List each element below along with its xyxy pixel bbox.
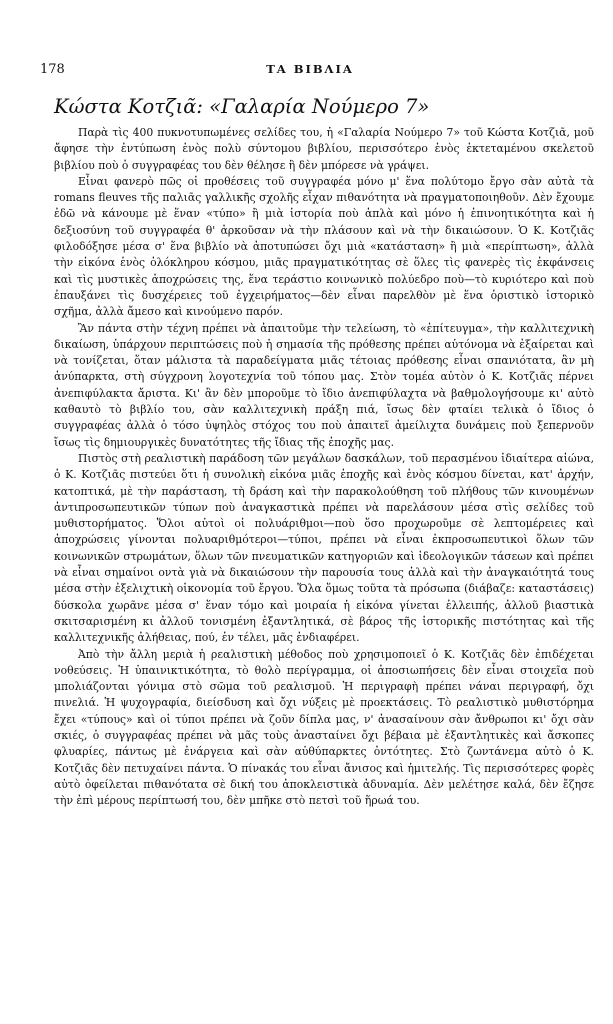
paragraph: Παρὰ τὶς 400 πυκνοτυπωμένες σελίδες του, ἡ «Γαλαρία Νούμερο 7» τοῦ Κώστα Κοτζιᾶ, μοῦ ἄφησε τὴν ἐντύπωση ἑνὸς πολὺ σύντομου βιβλίου, περισσότερο ἑνὸς ἐκτεταμένου σκελετοῦ βιβλίου ποὺ ὁ συγγραφέας του δὲν θέλησε ἢ δὲν μπόρεσε νὰ γράψει.: [54, 126, 594, 172]
paragraph: Εἶναι φανερὸ πῶς οἱ προθέσεις τοῦ συγγραφέα μόνο μ' ἕνα πολύτομο ἔργο σὰν αὐτὰ τὰ romans fleuves τῆς παλιᾶς γαλλικῆς σχολῆς εἶχαν πιθανότητα νὰ πραγματοποιηθοῦν. Δὲν ἔχουμε ἐδῶ νὰ κάνουμε μὲ ἕναν «τύπο» ἢ μιὰ ἱστορία ποὺ ἁπλὰ καὶ μόνο ἡ ἐπινοητικότητα καὶ ἡ δεξιοσύνη τοῦ συγγραφέα θ' ἀρκοῦσαν νὰ τὴν πλάσουν καὶ νὰ τὴν δικαιώσουν. Ὁ Κ. Κοτζιᾶς φιλοδόξησε μέσα σ' ἕνα βιβλίο νὰ ἀποτυπώσει ὄχι μιὰ «κατάσταση» ἢ μιὰ «περίπτωση», ἀλλὰ τὴν εἰκόνα ἑνὸς ὁλόκληρου κόσμου, μιᾶς πραγματικότητας σὲ ὅλες τὶς φανερὲς τὶς ἐκφάνσεις καὶ τὶς μυστικὲς ἀποχρώσεις της, ἕνα τεράστιο κοινωνικὸ πολύεδρο ποὺ—τὸ κυριότερο καὶ ποὺ ἐπαυξάνει τὶς δυσχέρειες τοῦ ἐγχειρήματος—δὲν εἶναι παρελθὸν μὲ ἕνα ὁριστικὸ ἱστορικὸ σχῆμα, ἀλλὰ ἄμεσο καὶ κινούμενο παρόν.: [54, 174, 594, 319]
paragraph: Ἀπὸ τὴν ἄλλη μεριὰ ἡ ρεαλιστικὴ μέθοδος ποὺ χρησιμοποιεῖ ὁ Κ. Κοτζιᾶς δὲν ἐπιδέχεται νοθεύσεις. Ἡ ὑπαινικτικότητα, τὸ θολὸ περίγραμμα, οἱ ἀποσιωπήσεις δὲν εἶναι στοιχεῖα ποὺ μπολιάζονται γόνιμα στὸ σῶμα τοῦ ρεαλισμοῦ. Ἡ περιγραφὴ πρέπει νάναι περιγραφή, ὄχι πινελιά. Ἡ ψυχογραφία, διείσδυση καὶ ὄχι νύξεις μὲ προεκτάσεις. Τὸ ρεαλιστικὸ μυθιστόρημα ἔχει «τύπους» καὶ οἱ τύποι πρέπει νὰ ζοῦν δίπλα μας, ν' ἀνασαίνουν σὰν ἄνθρωποι κι' ὄχι σὰν σκιές, ὁ συγγραφέας πρέπει νὰ μᾶς τοὺς ἀνασταίνει ὄχι βέβαια μὲ ἐξαντλητικὲς καὶ ἄσκοπες φλυαρίες, πάντως μὲ ἐνάργεια καὶ σὰν αὐθύπαρκτες ὀντότητες. Στὸ ζωντάνεμα αὐτὸ ὁ Κ. Κοτζιᾶς δὲν πετυχαίνει πάντα. Ὁ πίνακάς του εἶναι ἄνισος καὶ ἡμιτελής. Τὶς περισσότερες φορὲς αὐτὸ ὀφείλεται πιθανότατα σὲ δική του ἀποκλειστικὰ ἀδυναμία. Δὲν μελέτησε καλά, δὲν ἔζησε τὴν ἐπὶ μέρους περίπτωσή του, δὲν μπῆκε στὸ πετσὶ τοῦ ἥρωά του.: [54, 647, 594, 808]
article-title: Κώστα Κοτζιᾶ: «Γαλαρία Νούμερο 7»: [54, 95, 430, 118]
running-head: ΤΑ ΒΙΒΛΙΑ: [266, 62, 354, 76]
article-body: [54, 125, 594, 809]
paragraph: Πιστὸς στὴ ρεαλιστικὴ παράδοση τῶν μεγάλων δασκάλων, τοῦ περασμένου ἰδιαίτερα αἰώνα, ὁ Κ. Κοτζιᾶς πιστεύει ὅτι ἡ συνολικὴ εἰκόνα μιᾶς ἐποχῆς καὶ ἑνὸς κόσμου δίνεται, κατ' ἀρχήν, κατοπτικά, μὲ τὴν παράσταση, τὴ δράση καὶ τὴν παρακολούθηση τοῦ πλήθους τῶν κινουμένων ἀντιπροσωπευτικῶν τύπων ποὺ ἀναγκαστικὰ πρέπει νὰ παρελάσουν μέσα στὶς σελίδες τοῦ μυθιστορήματος. Ὅλοι αὐτοὶ οἱ πολυάριθμοι—ποὺ ὅσο προχωροῦμε σὲ λεπτομέρειες καὶ ἀποχρώσεις γίνονται πολυαριθμότεροι—τύποι, πρέπει νὰ εἶναι ἐκπροσωπευτικοὶ ὅλων τῶν κοινωνικῶν στρωμάτων, ὅλων τῶν πνευματικῶν κατηγοριῶν καὶ ἰδεολογικῶν τάσεων καὶ πρέπει νὰ εἶναι σημαίνοι οντὰ γιὰ νὰ δικαιώσουν τὴν παρουσία τους ἀλλὰ καὶ τὴν ἀναγκαιότητά τους μέσα στὴν ἐξελιχτικὴ οἰκονομία τοῦ ἔργου. Ὅλα ὅμως τοῦτα τὰ πρόσωπα (διάβαζε: καταστάσεις) δύσκολα χωρᾶνε μέσα σ' ἕναν τόμο καὶ μοιραία ἡ εἰκόνα γίνεται ἐλλειπής, ἀλλοῦ βιαστικὰ σκιτσαρισμένη κι ἀλλοῦ τονισμένη ἐξαντλητικά, σὲ βάρος τῆς ἱστορικῆς πιστότητας καὶ τῆς καλλιτεχνικῆς ἀλήθειας, πού, ἐν τέλει, μᾶς ἐνδιαφέρει.: [54, 451, 594, 645]
page-number: 178: [40, 62, 65, 77]
paragraph: Ἂν πάντα στὴν τέχνη πρέπει νὰ ἀπαιτοῦμε τὴν τελείωση, τὸ «ἐπίτευγμα», τὴν καλλιτεχνικὴ δικαίωση, ὑπάρχουν περιπτώσεις ποὺ ἡ σημασία τῆς πρόθεσης πρέπει αὐτόνομα νὰ ἐξαίρεται καὶ νὰ τονίζεται, ὅταν μάλιστα τὰ παραδείγματα μιᾶς τέτοιας πρόθεσης εἶναι σπανιότατα, ἂν μὴ ἀνύπαρκτα, στὴ σύγχρονη λογοτεχνία τοῦ τόπου μας. Στὸν τομέα αὐτὸν ὁ Κ. Κοτζιᾶς πέρνει ἀνεπιφύλακτα ἄριστα. Κι' ἂν δὲν μποροῦμε τὸ ἴδιο ἀνεπιφύλαχτα νὰ βαθμολογήσουμε κι' αὐτὸ καθαυτὸ τὸ βιβλίο του, σὰν καλλιτεχνικὴ πράξη πιά, ἴσως δὲν φταίει τελικὰ ὁ ἴδιος ὁ συγγραφέας ἀλλὰ ὁ τόσο ὑψηλὸς στόχος του ποὺ ἀπαιτεῖ ἀμείλιχτα δυνάμεις ποὺ ξεπερνοῦν ἴσως τὶς δημιουργικὲς δυνατότητες τῆς ἴδιας τῆς ἐποχῆς μας.: [54, 321, 594, 449]
page-header: [40, 62, 580, 80]
